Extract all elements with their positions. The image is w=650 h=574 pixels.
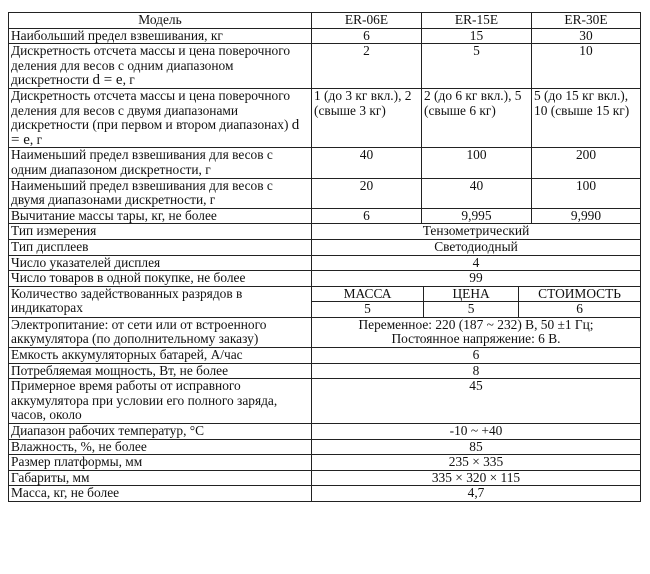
param-label: Наименьший предел взвешивания для весов с двумя диапазонами дискретности, г bbox=[9, 178, 312, 208]
row-platform-size bbox=[9, 455, 641, 471]
value-all: -10 ~ +40 bbox=[312, 424, 641, 440]
digits-header-price: ЦЕНА bbox=[424, 287, 519, 302]
value-er30e: 200 bbox=[532, 148, 641, 178]
table-header-row bbox=[9, 13, 641, 29]
row-discreteness-dual bbox=[9, 88, 641, 147]
param-label: Вычитание массы тары, кг, не более bbox=[9, 208, 312, 224]
row-power-consumption bbox=[9, 363, 641, 379]
row-mass bbox=[9, 486, 641, 502]
specs-document bbox=[8, 12, 640, 502]
value-er06e: 6 bbox=[312, 28, 422, 44]
param-label: Наибольший предел взвешивания, кг bbox=[9, 28, 312, 44]
unit: °C bbox=[189, 423, 205, 439]
row-tare bbox=[9, 208, 641, 224]
value-part: 10 (свыше 15 кг) bbox=[534, 102, 630, 118]
digits-header-row bbox=[312, 287, 640, 302]
param-label: Габариты, мм bbox=[9, 470, 312, 486]
value-er06e: 1 (до 3 кг вкл.), 2 (свыше 3 кг) bbox=[312, 88, 422, 147]
value-all bbox=[312, 317, 641, 347]
param-label: Масса, кг, не более bbox=[9, 486, 312, 502]
row-min-load-dual bbox=[9, 178, 641, 208]
param-label: Наименьший предел взвешивания для весов с одним диапазоном дискретности, г bbox=[9, 148, 312, 178]
unit: , г bbox=[122, 72, 135, 88]
row-max-load bbox=[9, 28, 641, 44]
row-battery-runtime bbox=[9, 379, 641, 424]
row-min-load-single bbox=[9, 148, 641, 178]
row-display-count bbox=[9, 255, 641, 271]
power-line-ac: Переменное: 220 (187 ~ 232) В, 50 ±1 Гц; bbox=[358, 316, 594, 332]
param-label bbox=[9, 88, 312, 147]
value-er15e: 5 bbox=[422, 44, 532, 89]
value-er06e: 2 bbox=[312, 44, 422, 89]
power-line-dc: Постоянное напряжение: 6 В. bbox=[391, 331, 561, 347]
header-er06e: ER-06E bbox=[312, 13, 422, 29]
value-er15e: 15 bbox=[422, 28, 532, 44]
value-all: Светодиодный bbox=[312, 239, 641, 255]
formula: d = e bbox=[92, 72, 123, 89]
value-all: 335 × 320 × 115 bbox=[312, 470, 641, 486]
param-text: Дискретность отсчета массы и цена поверочного деления для весов с одним диапазоном дискретности bbox=[11, 43, 291, 88]
value-er15e: 100 bbox=[422, 148, 532, 178]
param-label: Емкость аккумуляторных батарей, А/час bbox=[9, 348, 312, 364]
row-battery-capacity bbox=[9, 348, 641, 364]
param-label bbox=[9, 44, 312, 89]
param-label: Тип измерения bbox=[9, 224, 312, 240]
row-discreteness-single bbox=[9, 44, 641, 89]
value-part: 5 (до 15 кг вкл.), bbox=[534, 87, 629, 103]
value-er30e bbox=[532, 88, 641, 147]
header-er15e: ER-15E bbox=[422, 13, 532, 29]
param-label: Размер платформы, мм bbox=[9, 455, 312, 471]
value-all: 6 bbox=[312, 348, 641, 364]
value-er15e: 9,995 bbox=[422, 208, 532, 224]
digits-value-cost: 6 bbox=[576, 301, 583, 317]
value-all: 85 bbox=[312, 439, 641, 455]
param-text: Диапазон рабочих температур, bbox=[11, 423, 190, 439]
row-indicator-digits bbox=[9, 286, 641, 317]
header-model: Модель bbox=[9, 13, 312, 29]
value-er06e: 40 bbox=[312, 148, 422, 178]
value-all: 99 bbox=[312, 271, 641, 287]
digits-header-cost: СТОИМОСТЬ bbox=[519, 287, 640, 302]
param-text: Дискретность отсчета массы и цена поверочного деления для весов с двумя диапазонами дискретности (при первом и втором диапазонах) bbox=[11, 87, 291, 133]
row-humidity bbox=[9, 439, 641, 455]
digits-subtable bbox=[312, 287, 640, 317]
value-all: Тензометрический bbox=[312, 224, 641, 240]
value-er30e: 10 bbox=[532, 44, 641, 89]
formula: d = e bbox=[11, 117, 300, 148]
value-er30e: 30 bbox=[532, 28, 641, 44]
param-label: Примерное время работы от исправного аккумулятора при условии его полного заряда, часов, около bbox=[9, 379, 312, 424]
row-temperature bbox=[9, 424, 641, 440]
digits-value-price: 5 bbox=[424, 302, 519, 317]
param-label: Влажность, %, не более bbox=[9, 439, 312, 455]
param-label: Потребляемая мощность, Вт, не более bbox=[9, 363, 312, 379]
param-label: Тип дисплеев bbox=[9, 239, 312, 255]
row-power-supply bbox=[9, 317, 641, 347]
value-er30e: 100 bbox=[532, 178, 641, 208]
value-all: 235 × 335 bbox=[312, 455, 641, 471]
digits-value-mass: 5 bbox=[312, 302, 424, 317]
header-er30e: ER-30E bbox=[532, 13, 641, 29]
param-label: Число указателей дисплея bbox=[9, 255, 312, 271]
digits-header-mass: МАССА bbox=[312, 287, 424, 302]
value-all: 8 bbox=[312, 363, 641, 379]
param-label: Количество задействованных разрядов в индикаторах bbox=[9, 286, 312, 317]
value-all: 4 bbox=[312, 255, 641, 271]
param-label bbox=[9, 424, 312, 440]
value-all: 45 bbox=[312, 379, 641, 424]
value-er06e: 20 bbox=[312, 178, 422, 208]
row-items-count bbox=[9, 271, 641, 287]
value-er15e: 40 bbox=[422, 178, 532, 208]
value-er06e: 6 bbox=[312, 208, 422, 224]
row-measurement-type bbox=[9, 224, 641, 240]
specs-table bbox=[8, 12, 641, 502]
digits-cell bbox=[312, 286, 641, 317]
digits-value-row bbox=[312, 302, 640, 317]
value-er30e: 9,990 bbox=[532, 208, 641, 224]
value-er15e: 2 (до 6 кг вкл.), 5 (свыше 6 кг) bbox=[422, 88, 532, 147]
param-label: Число товаров в одной покупке, не более bbox=[9, 271, 312, 287]
row-dimensions bbox=[9, 470, 641, 486]
param-label: Электропитание: от сети или от встроенного аккумулятора (по дополнительному заказу) bbox=[9, 317, 312, 347]
value-all: 4,7 bbox=[312, 486, 641, 502]
unit: , г bbox=[29, 131, 43, 147]
row-display-type bbox=[9, 239, 641, 255]
